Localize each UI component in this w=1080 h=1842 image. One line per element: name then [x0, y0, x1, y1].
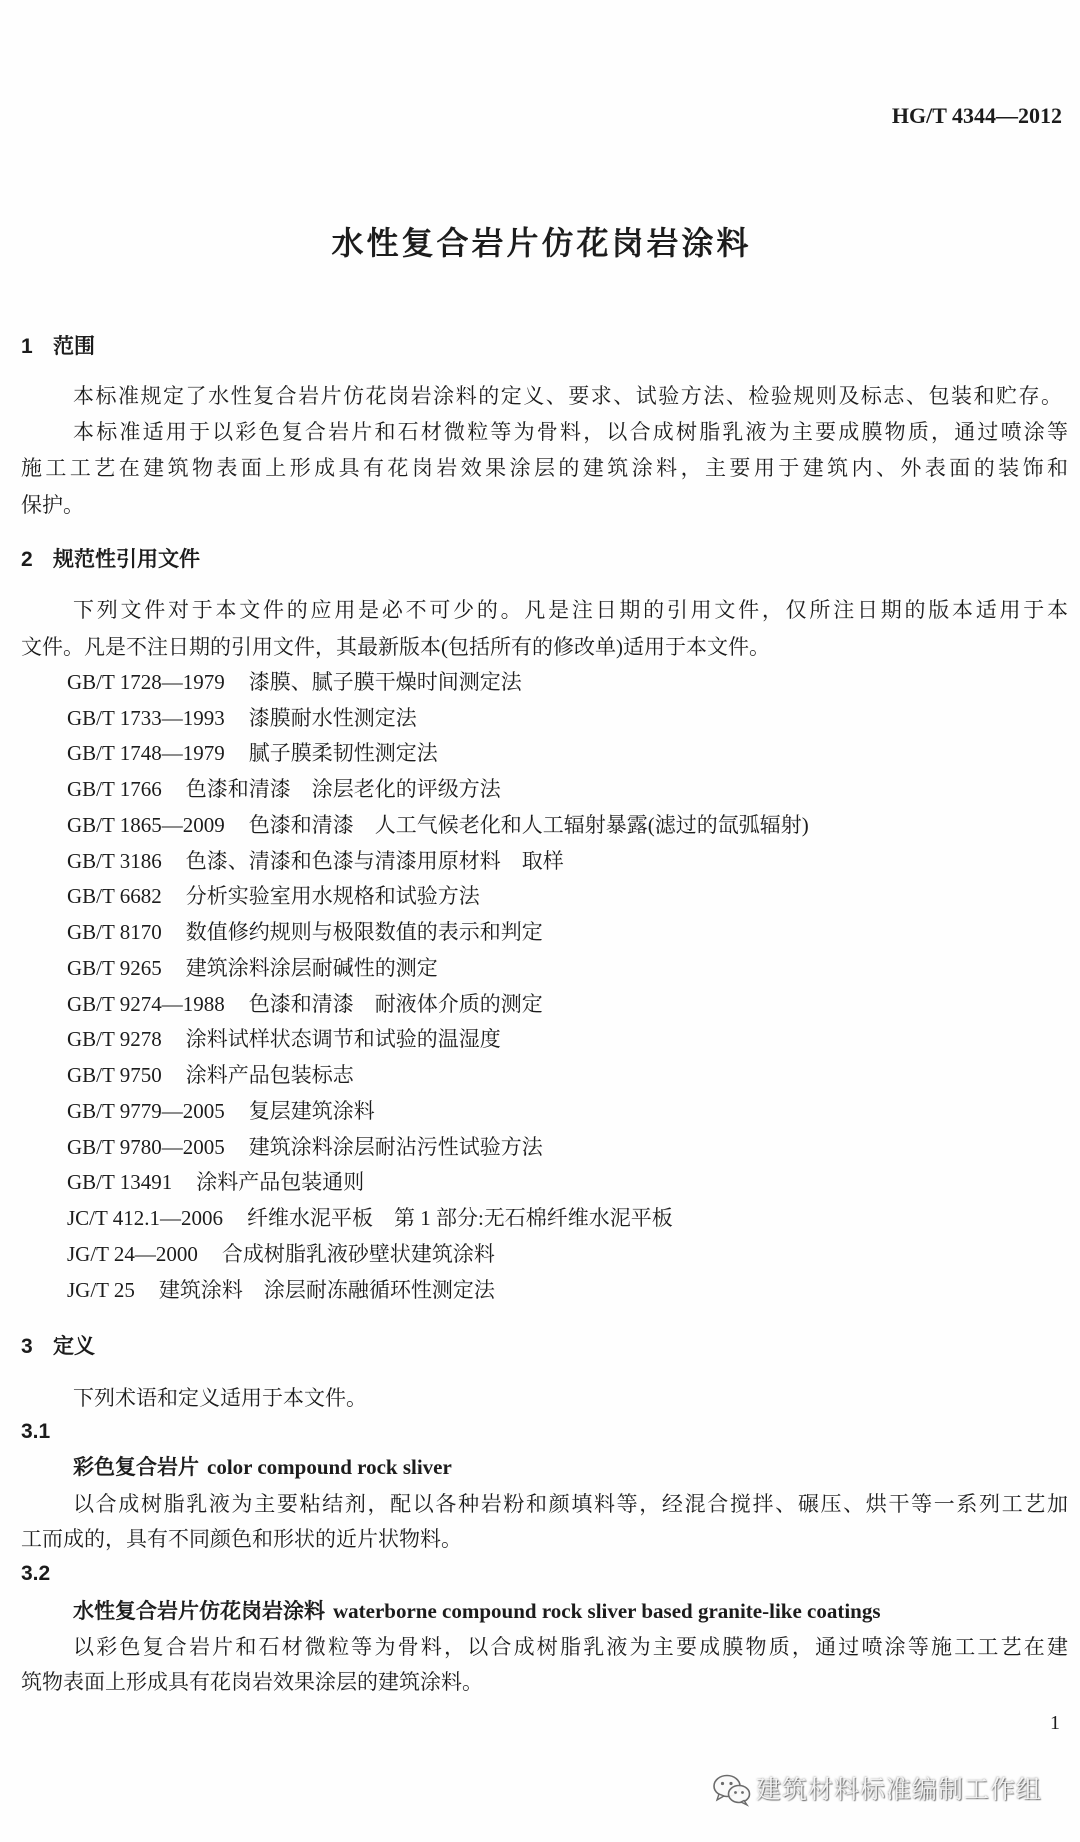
reference-title: 腻子膜柔韧性测定法	[248, 741, 438, 765]
term-chinese: 彩色复合岩片	[73, 1456, 199, 1479]
term-definition-line: 以合成树脂乳液为主要粘结剂，配以各种岩粉和颜填料等，经混合搅拌、碾压、烘干等一系列工艺加	[73, 1492, 1068, 1516]
reference-title: 涂料产品包装标志	[185, 1063, 354, 1087]
section-number: 2	[21, 548, 33, 571]
reference-code: GB/T 1728—1979	[67, 670, 225, 694]
term-number: 3.2	[21, 1562, 51, 1585]
reference-title: 色漆和清漆 耐液体介质的测定	[248, 992, 543, 1016]
reference-code: GB/T 6682	[67, 884, 162, 908]
references-intro-line: 文件。凡是不注日期的引用文件，其最新版本(包括所有的修改单)适用于本文件。	[21, 635, 770, 659]
reference-title: 色漆和清漆 人工气候老化和人工辐射暴露(滤过的氙弧辐射)	[248, 813, 809, 837]
section-title: 范围	[53, 335, 95, 358]
reference-code: GB/T 1733—1993	[67, 706, 225, 730]
standard-code: HG/T 4344—2012	[891, 103, 1062, 128]
reference-item	[67, 846, 1057, 876]
reference-title: 漆膜、腻子膜干燥时间测定法	[248, 670, 522, 694]
reference-item	[67, 1275, 1057, 1305]
reference-title: 色漆、清漆和色漆与清漆用原材料 取样	[185, 849, 564, 873]
reference-title: 纤维水泥平板 第 1 部分:无石棉纤维水泥平板	[246, 1206, 673, 1230]
wechat-icon	[712, 1773, 752, 1807]
reference-title: 涂料试样状态调节和试验的温湿度	[185, 1027, 501, 1051]
term-entry	[73, 1452, 1068, 1482]
section-number: 1	[21, 335, 33, 358]
term-number: 3.1	[21, 1420, 51, 1443]
reference-code: JG/T 24—2000	[67, 1242, 198, 1266]
term-entry	[73, 1596, 1068, 1626]
reference-code: GB/T 9779—2005	[67, 1099, 225, 1123]
document-title: 水性复合岩片仿花岗岩涂料	[331, 225, 752, 261]
reference-code: JG/T 25	[67, 1278, 135, 1302]
reference-title: 建筑涂料 涂层耐冻融循环性测定法	[158, 1278, 495, 1302]
reference-title: 色漆和清漆 涂层老化的评级方法	[185, 777, 501, 801]
term-english: waterborne compound rock sliver based granite-like coatings	[333, 1599, 881, 1623]
section-heading-definitions	[21, 1332, 621, 1362]
reference-code: GB/T 9278	[67, 1027, 162, 1051]
reference-code: GB/T 3186	[67, 849, 162, 873]
reference-code: GB/T 8170	[67, 920, 162, 944]
scope-paragraph-2-line: 保护。	[21, 493, 84, 517]
reference-item	[67, 738, 1057, 768]
section-heading-normative-references	[21, 545, 621, 575]
reference-code: GB/T 9750	[67, 1063, 162, 1087]
reference-code: GB/T 9274—1988	[67, 992, 225, 1016]
reference-code: GB/T 9780—2005	[67, 1135, 225, 1159]
reference-title: 漆膜耐水性测定法	[248, 706, 417, 730]
section-title: 规范性引用文件	[53, 548, 200, 571]
reference-item	[67, 774, 1057, 804]
reference-title: 建筑涂料涂层耐沾污性试验方法	[248, 1135, 543, 1159]
watermark-text: 建筑材料标准编制工作组	[756, 1776, 1043, 1804]
reference-item	[67, 881, 1057, 911]
reference-code: GB/T 1865—2009	[67, 813, 225, 837]
reference-item	[67, 917, 1057, 947]
section-heading-scope	[21, 332, 621, 362]
reference-title: 数值修约规则与极限数值的表示和判定	[185, 920, 543, 944]
reference-title: 涂料产品包装通则	[196, 1170, 365, 1194]
reference-code: JC/T 412.1—2006	[67, 1206, 223, 1230]
scope-paragraph-1: 本标准规定了水性复合岩片仿花岗岩涂料的定义、要求、试验方法、检验规则及标志、包装和贮存。	[73, 384, 1062, 408]
reference-title: 分析实验室用水规格和试验方法	[185, 884, 480, 908]
term-chinese: 水性复合岩片仿花岗岩涂料	[73, 1600, 325, 1623]
reference-item	[67, 1096, 1057, 1126]
reference-item	[67, 1132, 1057, 1162]
page-number: 1	[1050, 1712, 1060, 1734]
term-definition-line: 工而成的，具有不同颜色和形状的近片状物料。	[21, 1527, 462, 1551]
reference-title: 复层建筑涂料	[248, 1099, 375, 1123]
reference-item	[67, 1060, 1057, 1090]
reference-code: GB/T 13491	[67, 1170, 173, 1194]
reference-item	[67, 1203, 1057, 1233]
references-intro-line: 下列文件对于本文件的应用是必不可少的。凡是注日期的引用文件，仅所注日期的版本适用于本	[73, 598, 1068, 622]
reference-item	[67, 1167, 1057, 1197]
term-definition-line: 以彩色复合岩片和石材微粒等为骨料，以合成树脂乳液为主要成膜物质，通过喷涂等施工工艺在建	[73, 1635, 1068, 1659]
section-number: 3	[21, 1335, 33, 1358]
reference-code: GB/T 1748—1979	[67, 741, 225, 765]
scope-paragraph-2-line: 施工工艺在建筑物表面上形成具有花岗岩效果涂层的建筑涂料，主要用于建筑内、外表面的装饰和	[21, 456, 1068, 480]
reference-item	[67, 1239, 1057, 1269]
term-english: color compound rock sliver	[207, 1455, 452, 1479]
reference-item	[67, 667, 1057, 697]
section-title: 定义	[53, 1335, 95, 1358]
reference-code: GB/T 1766	[67, 777, 162, 801]
reference-title: 合成树脂乳液砂壁状建筑涂料	[221, 1242, 495, 1266]
scope-paragraph-2-line: 本标准适用于以彩色复合岩片和石材微粒等为骨料，以合成树脂乳液为主要成膜物质，通过喷涂等	[73, 420, 1068, 444]
reference-title: 建筑涂料涂层耐碱性的测定	[185, 956, 438, 980]
reference-item	[67, 703, 1057, 733]
reference-item	[67, 989, 1057, 1019]
reference-item	[67, 1024, 1057, 1054]
reference-code: GB/T 9265	[67, 956, 162, 980]
term-definition-line: 筑物表面上形成具有花岗岩效果涂层的建筑涂料。	[21, 1670, 483, 1694]
reference-item	[67, 953, 1057, 983]
watermark	[712, 1770, 1062, 1810]
reference-item	[67, 810, 1057, 840]
definitions-intro: 下列术语和定义适用于本文件。	[73, 1386, 367, 1410]
